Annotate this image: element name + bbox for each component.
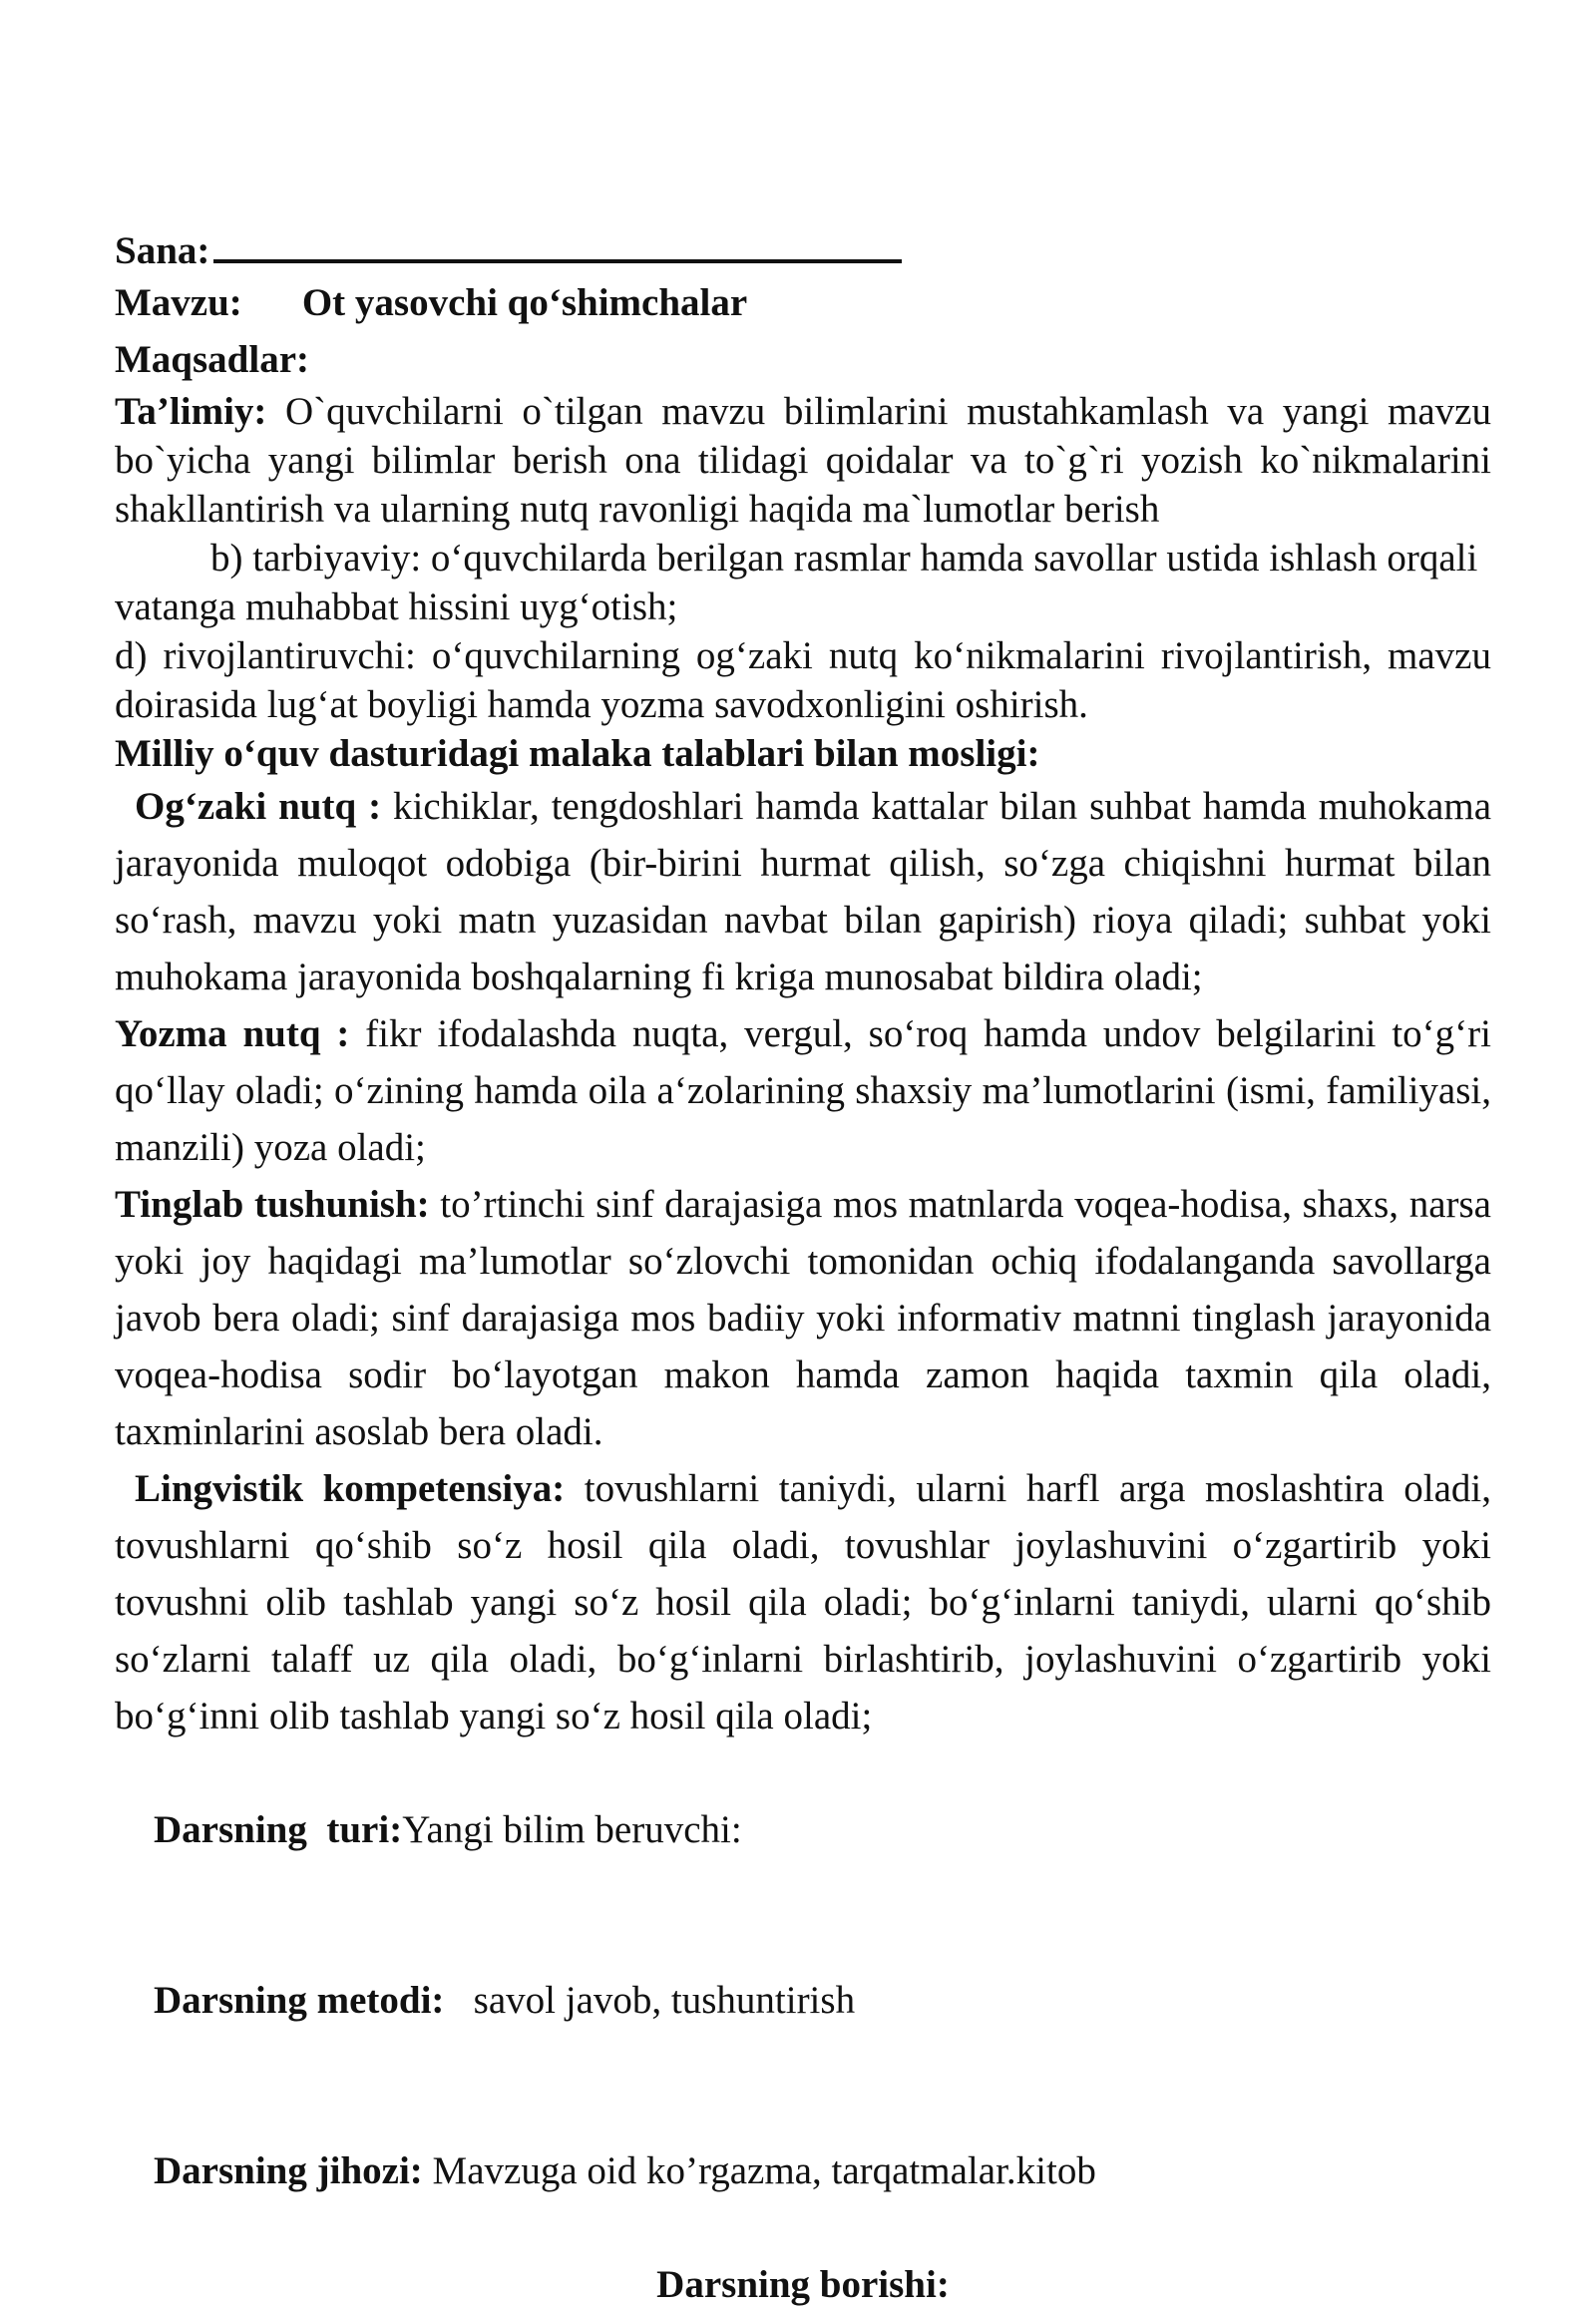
lesson-equipment-value: Mavzuga oid ko’rgazma, tarqatmalar.kitob xyxy=(422,2149,1096,2192)
lesson-equipment-label: Darsning jihozi: xyxy=(154,2149,423,2192)
lesson-progress-heading: Darsning borishi: xyxy=(656,2263,950,2306)
lesson-method-row xyxy=(115,1915,1491,2086)
standard-ogzaki-text: kichiklar, tengdoshlari hamda kattalar bilan suhbat hamda muhokama jarayonida muloqot odobiga (bir-birini hurmat qilish, so‘zga chiqishni hurmat bilan so‘rash, mavzu yoki matn yuzasidan navbat bilan gapirish) rioya qiladi; suhbat yoki muhokama jarayonida boshqalarning fi kriga munosabat bildira oladi; xyxy=(115,785,1491,998)
goal-rivojlantiruvchi: d) rivojlantiruvchi: o‘quvchilarning og‘zaki nutq ko‘nikmalarini rivojlantirish, mavzu doirasida lug‘at boyligi hamda yozma savodxonligini oshirish. xyxy=(115,634,1491,726)
standard-tinglab-label: Tinglab tushunish: xyxy=(115,1183,430,1226)
standard-ogzaki xyxy=(115,778,1491,1005)
goal-talimiy xyxy=(115,387,1491,534)
lesson-method-label: Darsning metodi: xyxy=(154,1979,445,2022)
standard-yozma-text: fikr ifodalashda nuqta, vergul, so‘roq hamda undov belgilarini to‘g‘ri qo‘llay oladi; o‘zining hamda oila a‘zolarining shaxsiy ma’lumotlarini (ismi, familiyasi, manzili) yoza oladi; xyxy=(115,1012,1491,1169)
goal-talimiy-text: O`quvchilarni o`tilgan mavzu bilimlarini mustahkamlash va yangi mavzu bo`yicha yangi bilimlar berish ona tilidagi qoidalar va to`g`ri yozish ko`nikmalarini shakllantirish va ularning nutq ravonligi haqida ma`lumotlar berish xyxy=(115,390,1491,531)
date-blank-line xyxy=(213,221,902,263)
standard-tinglab-text: to’rtinchi sinf darajasiga mos matnlarda voqea-hodisa, shaxs, narsa yoki joy haqidagi ma’lumotlar so‘zlovchi tomonidan ochiq ifodalanganda savollarga javob bera oladi; sinf darajasiga mos badiiy yoki informativ matnni tinglash jarayonida voqea-hodisa sodir bo‘layotgan makon hamda zamon haqida taxmin qila oladi, taxminlarini asoslab bera oladi. xyxy=(115,1183,1491,1453)
lesson-type-value: Yangi bilim beruvchi: xyxy=(402,1808,742,1851)
lesson-equipment-row xyxy=(115,2086,1491,2256)
standard-yozma-label: Yozma nutq : xyxy=(115,1012,350,1055)
standard-ogzaki-label: Og‘zaki nutq : xyxy=(135,785,382,828)
standard-lingvistik xyxy=(115,1460,1491,1744)
goal-talimiy-label: Ta’limiy: xyxy=(115,390,267,433)
standard-yozma xyxy=(115,1005,1491,1176)
date-label: Sana: xyxy=(115,229,210,272)
topic-row xyxy=(115,278,1491,335)
goal-tarbiyaviy: b) tarbiyaviy: o‘quvchilarda berilgan rasmlar hamda savollar ustida ishlash orqali vatanga muhabbat hissini uyg‘otish; xyxy=(115,537,1478,628)
standard-lingvistik-label: Lingvistik kompetensiya: xyxy=(135,1467,566,1510)
date-row xyxy=(115,221,1491,278)
standard-lingvistik-text: tovushlarni taniydi, ularni harfl arga moslashtira oladi, tovushlarni qo‘shib so‘z hosil qila oladi, tovushlar joylashuvini o‘zgartirib yoki tovushni olib tashlab yangi so‘z hosil qila oladi; bo‘g‘inlarni taniydi, ularni qo‘shib so‘zlarni talaff uz qila oladi, bo‘g‘inlarni birlashtirib, joylashuvini o‘zgartirib yoki bo‘g‘inni olib tashlab yangi so‘z hosil qila oladi; xyxy=(115,1467,1492,1737)
lesson-type-label: Darsning turi: xyxy=(154,1808,403,1851)
standard-tinglab xyxy=(115,1176,1491,1460)
lesson-method-value: savol javob, tushuntirish xyxy=(444,1979,856,2022)
standards-title: Milliy o‘quv dasturidagi malaka talablari bilan mosligi: xyxy=(115,732,1040,775)
lesson-type-row xyxy=(115,1744,1491,1915)
topic-label: Mavzu: xyxy=(115,281,242,324)
lesson-plan-document xyxy=(115,221,1491,2313)
goals-heading: Maqsadlar: xyxy=(115,338,309,381)
topic-value: Ot yasovchi qo‘shimchalar xyxy=(301,281,748,324)
